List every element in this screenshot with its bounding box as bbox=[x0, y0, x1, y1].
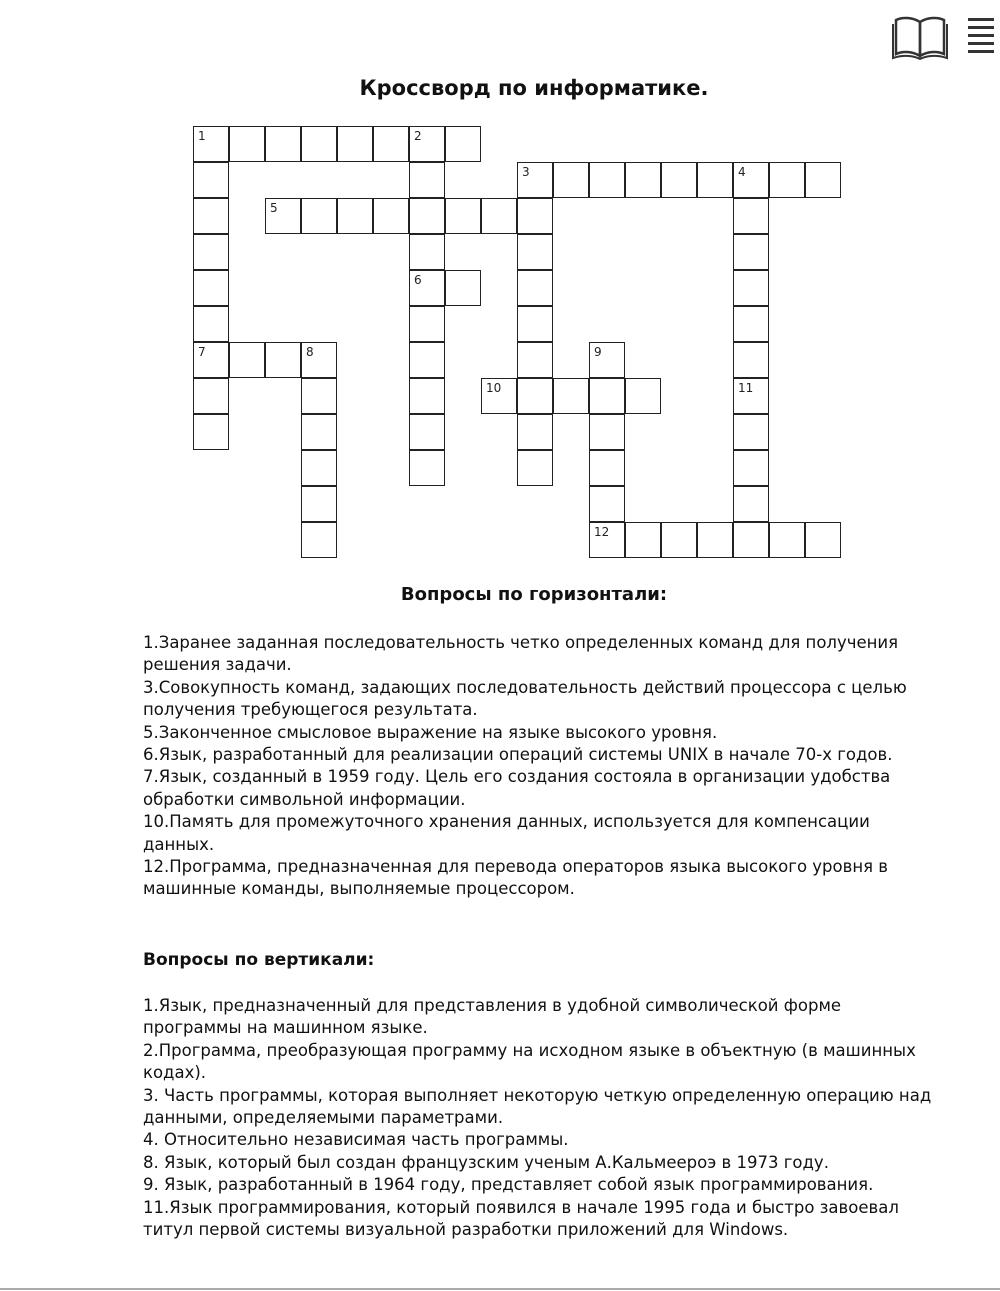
crossword-cell[interactable] bbox=[517, 234, 553, 270]
crossword-cell[interactable] bbox=[337, 126, 373, 162]
down-clue: 2.Программа, преобразующая программу на исходном языке в объектную (в машинных кодах). bbox=[143, 1040, 916, 1083]
across-clue: 7.Язык, созданный в 1959 году. Цель его создания состояла в организации удобства обработки символьной информации. bbox=[143, 767, 891, 809]
crossword-cell[interactable] bbox=[733, 198, 769, 234]
crossword-cell[interactable] bbox=[733, 486, 769, 522]
down-heading: Вопросы по вертикали: bbox=[143, 950, 375, 970]
down-clue: 11.Язык программирования, который появился в начале 1995 года и быстро завоевал титул первой системы визуальной разработки приложений для Windows. bbox=[143, 1197, 899, 1240]
across-clue: 5.Законченное смысловое выражение на языке высокого уровня. bbox=[143, 722, 718, 742]
crossword-cell[interactable] bbox=[301, 198, 337, 234]
crossword-cell[interactable] bbox=[301, 486, 337, 522]
crossword-cell[interactable] bbox=[409, 234, 445, 270]
crossword-cell[interactable] bbox=[265, 126, 301, 162]
crossword-cell[interactable] bbox=[193, 198, 229, 234]
clue-number: 9 bbox=[594, 345, 602, 359]
clue-number: 12 bbox=[594, 525, 610, 539]
crossword-cell[interactable] bbox=[517, 306, 553, 342]
crossword-cell[interactable] bbox=[517, 270, 553, 306]
crossword-cell[interactable] bbox=[445, 270, 481, 306]
crossword-cell[interactable] bbox=[697, 162, 733, 198]
crossword-cell[interactable] bbox=[733, 270, 769, 306]
crossword-cell[interactable] bbox=[697, 522, 733, 558]
crossword-cell[interactable] bbox=[589, 486, 625, 522]
clue-number: 7 bbox=[198, 345, 206, 359]
clue-number: 2 bbox=[414, 129, 422, 143]
crossword-cell[interactable] bbox=[553, 162, 589, 198]
crossword-cell[interactable] bbox=[445, 126, 481, 162]
crossword-cell[interactable] bbox=[517, 378, 553, 414]
crossword-cell[interactable] bbox=[193, 162, 229, 198]
crossword-cell[interactable] bbox=[517, 450, 553, 486]
crossword-cell[interactable] bbox=[733, 306, 769, 342]
crossword-cell[interactable] bbox=[193, 306, 229, 342]
crossword-cell[interactable] bbox=[589, 162, 625, 198]
menu-icon[interactable] bbox=[964, 18, 1000, 58]
crossword-cell[interactable] bbox=[229, 342, 265, 378]
crossword-cell[interactable] bbox=[409, 270, 445, 306]
crossword-cell[interactable] bbox=[373, 126, 409, 162]
crossword-cell[interactable] bbox=[733, 234, 769, 270]
crossword-cell[interactable] bbox=[409, 450, 445, 486]
clue-number: 10 bbox=[486, 381, 502, 395]
crossword-cell[interactable] bbox=[193, 378, 229, 414]
crossword-cell[interactable] bbox=[193, 414, 229, 450]
crossword-cell[interactable] bbox=[301, 126, 337, 162]
crossword-cell[interactable] bbox=[193, 342, 229, 378]
crossword-cell[interactable] bbox=[733, 378, 769, 414]
page-bottom-border bbox=[0, 1288, 1000, 1290]
crossword-cell[interactable] bbox=[301, 378, 337, 414]
crossword-cell[interactable] bbox=[409, 198, 445, 234]
crossword-cell[interactable] bbox=[265, 198, 301, 234]
crossword-cell[interactable] bbox=[733, 342, 769, 378]
crossword-cell[interactable] bbox=[625, 522, 661, 558]
clue-number: 5 bbox=[270, 201, 278, 215]
crossword-cell[interactable] bbox=[733, 450, 769, 486]
crossword-cell[interactable] bbox=[337, 198, 373, 234]
crossword-cell[interactable] bbox=[553, 378, 589, 414]
down-clue: 3. Часть программы, которая выполняет некоторую четкую определенную операцию над данными, определяемыми параметрами. bbox=[143, 1085, 932, 1128]
down-clue: 1.Язык, предназначенный для представления в удобной символической форме программы на машинном языке. bbox=[143, 996, 842, 1038]
crossword-cell[interactable] bbox=[733, 162, 769, 198]
open-book-icon[interactable] bbox=[892, 14, 948, 60]
crossword-cell[interactable] bbox=[409, 342, 445, 378]
crossword-cell[interactable] bbox=[301, 414, 337, 450]
crossword-cell[interactable] bbox=[589, 342, 625, 378]
crossword-cell[interactable] bbox=[805, 522, 841, 558]
across-clue: 10.Память для промежуточного хранения данных, используется для компенсации данных. bbox=[143, 812, 870, 854]
crossword-cell[interactable] bbox=[193, 234, 229, 270]
crossword-cell[interactable] bbox=[409, 162, 445, 198]
clue-number: 1 bbox=[198, 129, 206, 143]
crossword-cell[interactable] bbox=[625, 162, 661, 198]
clue-number: 4 bbox=[738, 165, 746, 179]
crossword-cell[interactable] bbox=[481, 198, 517, 234]
across-clue: 12.Программа, предназначенная для перевода операторов языка высокого уровня в машинные команды, выполняемые процессором. bbox=[143, 857, 889, 899]
crossword-cell[interactable] bbox=[301, 522, 337, 558]
down-clue: 4. Относительно независимая часть программы. bbox=[143, 1130, 569, 1150]
crossword-cell[interactable] bbox=[301, 450, 337, 486]
crossword-cell[interactable] bbox=[589, 450, 625, 486]
across-clue: 6.Язык, разработанный для реализации операций системы UNIX в начале 70-х годов. bbox=[143, 745, 893, 765]
toolbar bbox=[890, 12, 1000, 62]
down-clues bbox=[143, 995, 943, 1241]
crossword-cell[interactable] bbox=[589, 414, 625, 450]
clue-number: 8 bbox=[306, 345, 314, 359]
across-clue: 1.Заранее заданная последовательность четко определенных команд для получения решения задачи. bbox=[143, 633, 899, 675]
crossword-cell[interactable] bbox=[265, 342, 301, 378]
crossword-cell[interactable] bbox=[517, 414, 553, 450]
crossword-cell[interactable] bbox=[409, 414, 445, 450]
crossword-cell[interactable] bbox=[481, 378, 517, 414]
crossword-cell[interactable] bbox=[589, 522, 625, 558]
page-title: Кроссворд по информатике. bbox=[359, 76, 709, 100]
crossword-cell[interactable] bbox=[517, 342, 553, 378]
crossword-cell[interactable] bbox=[445, 198, 481, 234]
crossword-cell[interactable] bbox=[193, 126, 229, 162]
clue-number: 3 bbox=[522, 165, 530, 179]
across-heading: Вопросы по горизонтали: bbox=[400, 584, 668, 605]
crossword-cell[interactable] bbox=[301, 342, 337, 378]
crossword-cell[interactable] bbox=[409, 126, 445, 162]
crossword-cell[interactable] bbox=[769, 162, 805, 198]
crossword-cell[interactable] bbox=[625, 378, 661, 414]
crossword-cell[interactable] bbox=[409, 378, 445, 414]
crossword-cell[interactable] bbox=[769, 522, 805, 558]
down-clue: 9. Язык, разработанный в 1964 году, представляет собой язык программирования. bbox=[143, 1175, 874, 1195]
crossword-cell[interactable] bbox=[517, 198, 553, 234]
crossword-cell[interactable] bbox=[661, 522, 697, 558]
crossword-cell[interactable] bbox=[661, 162, 697, 198]
crossword-cell[interactable] bbox=[589, 378, 625, 414]
crossword-cell[interactable] bbox=[733, 522, 769, 558]
crossword-cell[interactable] bbox=[193, 270, 229, 306]
crossword-cell[interactable] bbox=[409, 306, 445, 342]
crossword-cell[interactable] bbox=[805, 162, 841, 198]
crossword-cell[interactable] bbox=[229, 126, 265, 162]
crossword-cell[interactable] bbox=[373, 198, 409, 234]
across-clue: 3.Совокупность команд, задающих последовательность действий процессора с целью получения требующегося результата. bbox=[143, 677, 907, 720]
across-clues bbox=[143, 632, 943, 901]
clue-number: 11 bbox=[738, 381, 754, 395]
crossword-grid bbox=[193, 126, 883, 562]
clue-number: 6 bbox=[414, 273, 422, 287]
crossword-cell[interactable] bbox=[733, 414, 769, 450]
crossword-cell[interactable] bbox=[517, 162, 553, 198]
down-clue: 8. Язык, который был создан французским ученым А.Кальмеероэ в 1973 году. bbox=[143, 1152, 829, 1172]
